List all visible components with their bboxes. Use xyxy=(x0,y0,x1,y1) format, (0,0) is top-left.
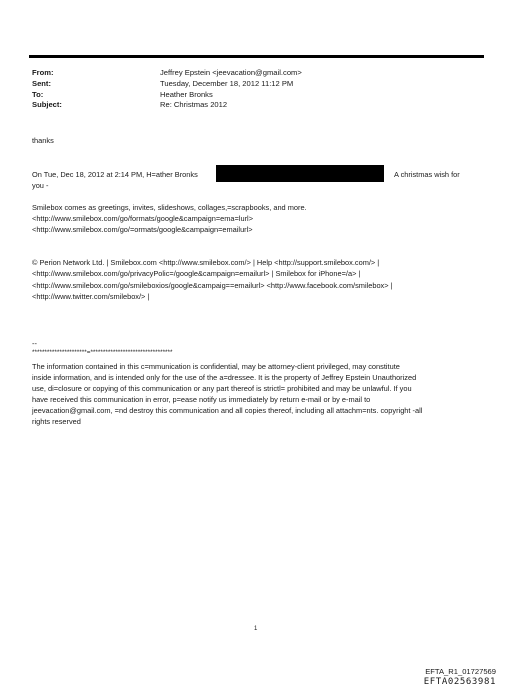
perion-line[interactable]: <http://www.smilebox.com/go/privacyPolic=/google&campaign=emailurl> | Smilebox for iPhone=/a> | xyxy=(32,269,361,278)
perion-line[interactable]: <http://www.twitter.com/smilebox/> | xyxy=(32,292,150,301)
to-value: Heather Bronks xyxy=(160,89,213,99)
subject-value: Re: Christmas 2012 xyxy=(160,100,228,110)
confidential-line: rights reserved xyxy=(32,417,81,426)
from-label: From: xyxy=(32,68,54,77)
smilebox-link[interactable]: <http://www.smilebox.com/go/=ormats/google&campaign=emailurl> xyxy=(32,225,253,234)
signature-dashes: -- xyxy=(32,339,37,348)
page-number: 1 xyxy=(254,626,258,632)
perion-line[interactable]: <http://www.smilebox.com/go/smileboxios/google&campaig==emailurl> <http://www.facebook.com/smilebox> | xyxy=(32,281,393,290)
confidential-line: jeevacation@gmail.com, =nd destroy this communication and all copies thereof, including all attachm=nts. copyright -all xyxy=(32,406,423,415)
sent-label: Sent: xyxy=(32,78,51,88)
confidential-line: inside information, and is intended only for the use of the a=dressee. It is the property of Jeffrey Epstein Unauthorized xyxy=(32,373,417,382)
separator-stars: **********************=********************************* xyxy=(32,349,173,356)
footer-ref-1: EFTA_R1_01727569 xyxy=(425,667,496,676)
smilebox-line: Smilebox comes as greetings, invites, slideshows, collages,=scrapbooks, and more. xyxy=(32,203,307,212)
email-header xyxy=(32,68,302,111)
smilebox-link[interactable]: <http://www.smilebox.com/go/formats/google&campaign=ema=lurl> xyxy=(32,214,254,223)
confidential-line: have received this communication in error, p=ease notify us immediately by return e-mail or by e-mail to xyxy=(32,395,371,404)
redaction-box xyxy=(216,165,384,182)
subject-row xyxy=(32,100,302,111)
from-row xyxy=(32,68,302,79)
header-rule xyxy=(29,55,484,58)
sent-value: Tuesday, December 18, 2012 11:12 PM xyxy=(160,78,294,88)
to-row xyxy=(32,90,302,101)
confidential-line: use, di=closure or copying of this communication or any part thereof is strictl= prohibited and may be unlawful. If you xyxy=(32,384,412,393)
confidential-line: The information contained in this c=mmunication is confidential, may be attorney-client privileged, may constitute xyxy=(32,362,400,371)
perion-line[interactable]: © Perion Network Ltd. | Smilebox.com <http://www.smilebox.com/> | Help <http://support.smilebox.com/> | xyxy=(32,258,380,267)
quote-intro-tail: A christmas wish for xyxy=(394,170,460,179)
sent-row xyxy=(32,79,302,90)
quote-intro-line2: you - xyxy=(32,181,49,190)
subject-label: Subject: xyxy=(32,100,62,110)
from-value: Jeffrey Epstein <jeevacation@gmail.com> xyxy=(160,68,302,77)
to-label: To: xyxy=(32,89,44,99)
footer-ref-2: EFTA02563981 xyxy=(423,677,496,687)
thanks-text: thanks xyxy=(32,136,54,145)
quote-intro: On Tue, Dec 18, 2012 at 2:14 PM, H=ather Bronks xyxy=(32,170,198,179)
